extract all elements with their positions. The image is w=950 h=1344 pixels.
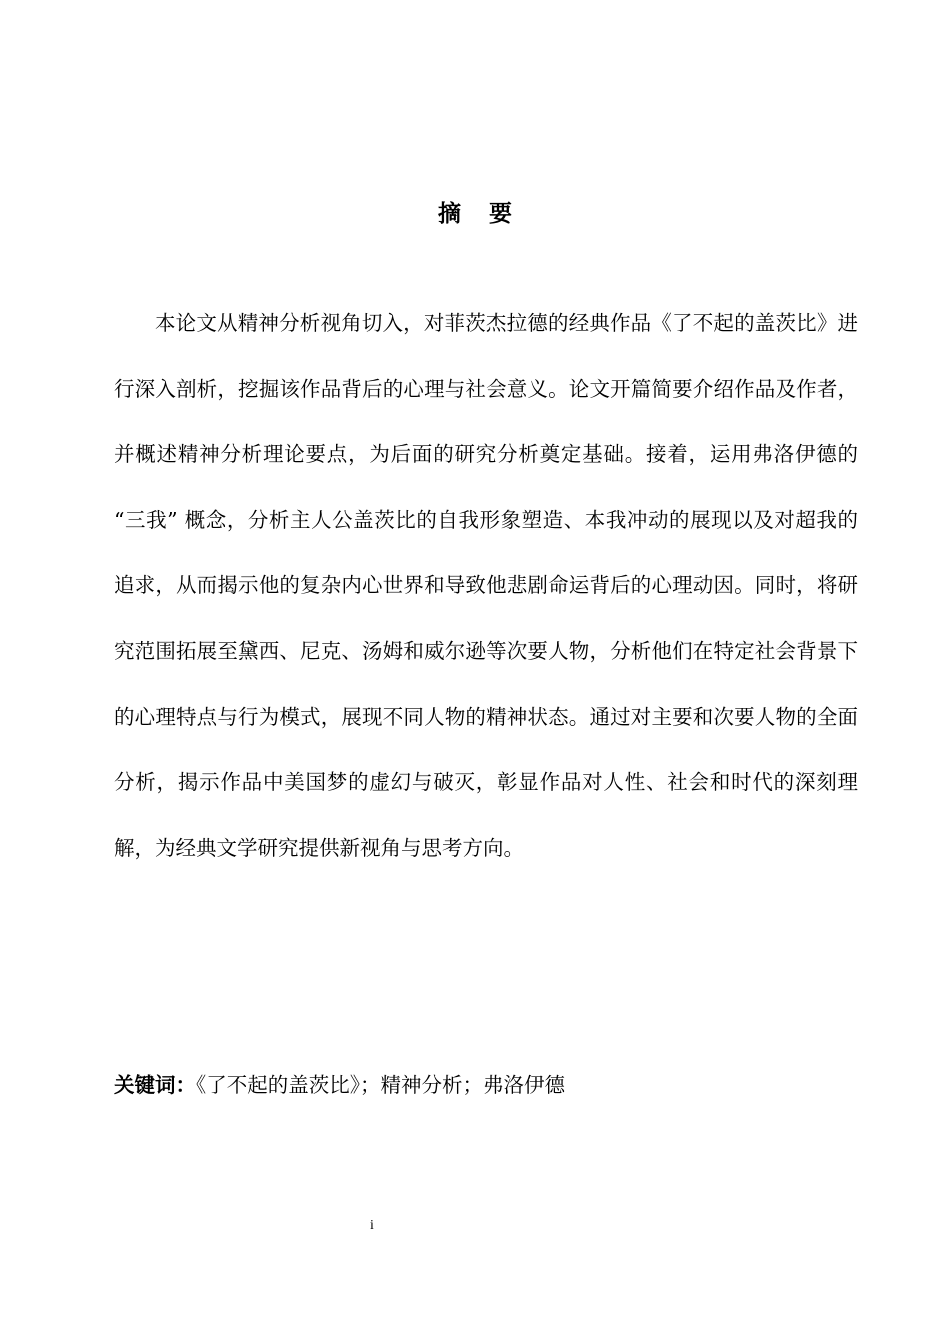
abstract-title: 摘 要	[437, 201, 522, 227]
page-number: i	[370, 1218, 374, 1233]
abstract-body: 本论文从精神分析视角切入，对菲茨杰拉德的经典作品《了不起的盖茨比》进行深入剖析，挖掘该作品背后的心理与社会意义。论文开篇简要介绍作品及作者，并概述精神分析理论要点，为后面的研究分析奠定基础。接着，运用弗洛伊德的 “三我” 概念，分析主人公盖茨比的自我形象塑造、本我冲动的展现以及对超我的追求，从而揭示他的复杂内心世界和导致他悲剧命运背后的心理动因。同时，将研究范围拓展至黛西、尼克、汤姆和威尔逊等次要人物，分析他们在特定社会背景下的心理特点与行为模式，展现不同人物的精神状态。通过对主要和次要人物的全面分析，揭示作品中美国梦的虚幻与破灭，彰显作品对人性、社会和时代的深刻理解，为经典文学研究提供新视角与思考方向。	[114, 311, 858, 860]
keywords-text: 《了不起的盖茨比》；精神分析；弗洛伊德	[196, 1073, 565, 1097]
keywords-label: 关键词：	[114, 1073, 196, 1097]
keywords-line	[114, 1067, 858, 1103]
